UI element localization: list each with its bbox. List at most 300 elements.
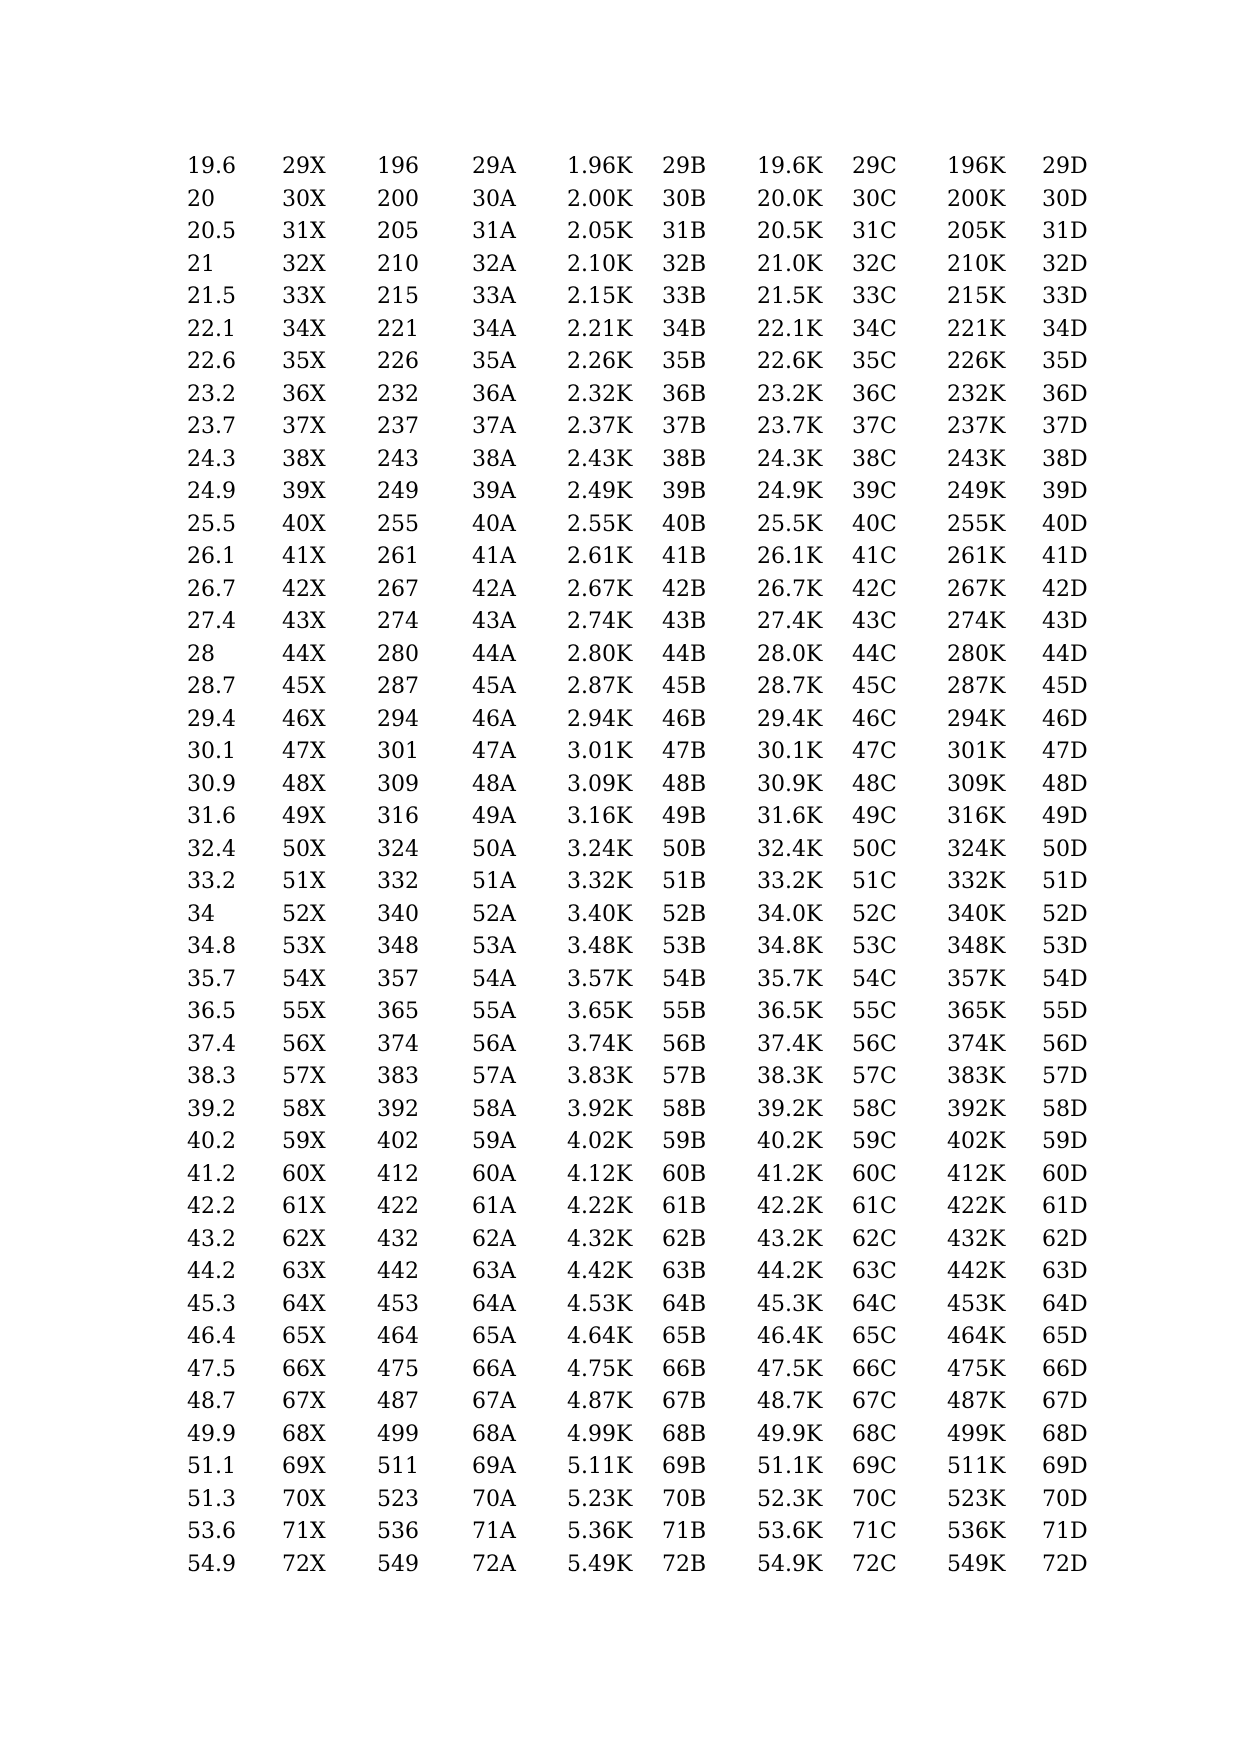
table-cell: 357K [947,966,1006,992]
table-cell: 33.2 [187,869,236,894]
table-cell: 63X [282,1259,326,1284]
table-cell: 66B [662,1356,707,1382]
table-cell: 374K [947,1031,1006,1057]
table-row [187,509,1102,542]
table-row [187,1224,1102,1257]
table-cell: 38C [852,446,897,472]
resistor-code-table [187,151,1102,1581]
table-cell: 26.1 [187,544,236,569]
table-cell: 65B [662,1324,707,1349]
table-row [187,639,1102,672]
table-cell: 261 [377,544,419,569]
table-cell: 72C [852,1551,897,1577]
table-cell: 59B [662,1129,707,1154]
table-cell: 475K [947,1356,1006,1382]
table-cell: 39.2K [757,1096,823,1122]
table-cell: 210 [377,251,419,277]
table-cell: 20.5 [187,219,236,244]
table-cell: 69C [852,1454,897,1479]
table-cell: 27.4 [187,609,236,634]
table-cell: 53B [662,934,707,959]
table-cell: 63C [852,1259,897,1284]
table-cell: 54B [662,966,707,992]
table-cell: 71X [282,1519,326,1544]
table-cell: 61B [662,1194,707,1219]
table-cell: 442K [947,1259,1006,1284]
table-cell: 69X [282,1454,326,1479]
table-cell: 30B [662,186,707,212]
table-cell: 232K [947,381,1006,407]
table-cell: 34X [282,316,326,342]
table-cell: 21.0K [757,251,823,277]
table-cell: 37.4K [757,1031,823,1057]
table-cell: 34C [852,316,897,342]
table-cell: 53.6 [187,1519,236,1544]
table-cell: 2.49K [567,479,633,504]
table-cell: 47B [662,739,707,764]
table-cell: 55B [662,999,707,1024]
table-cell: 44D [1042,641,1088,667]
table-cell: 453 [377,1291,419,1317]
table-cell: 72A [472,1551,516,1577]
table-cell: 4.42K [567,1259,633,1284]
table-cell: 46X [282,706,326,732]
table-cell: 20 [187,186,215,212]
table-cell: 41.2K [757,1161,823,1187]
table-cell: 221 [377,316,419,342]
table-cell: 29B [662,154,707,179]
table-cell: 40D [1042,511,1088,537]
table-cell: 42X [282,576,326,602]
table-row [187,444,1102,477]
table-cell: 44.2 [187,1259,236,1284]
table-row [187,834,1102,867]
table-row [187,1094,1102,1127]
table-cell: 475 [377,1356,419,1382]
table-cell: 60D [1042,1161,1088,1187]
table-cell: 33B [662,284,707,309]
table-cell: 487 [377,1389,419,1414]
table-row [187,996,1102,1029]
table-cell: 30.1 [187,739,236,764]
table-cell: 71C [852,1519,897,1544]
table-cell: 294 [377,706,419,732]
table-cell: 3.57K [567,966,633,992]
table-cell: 46.4 [187,1324,236,1349]
table-cell: 45.3K [757,1291,823,1317]
table-row [187,314,1102,347]
table-cell: 35D [1042,349,1088,374]
table-cell: 69A [472,1454,516,1479]
table-cell: 43D [1042,609,1088,634]
table-cell: 59C [852,1129,897,1154]
table-cell: 67C [852,1389,897,1414]
table-cell: 68C [852,1421,897,1447]
table-cell: 45.3 [187,1291,236,1317]
table-cell: 41D [1042,544,1088,569]
table-cell: 49A [472,804,516,829]
table-cell: 42B [662,576,707,602]
table-cell: 50C [852,836,897,862]
table-cell: 46A [472,706,516,732]
table-cell: 67D [1042,1389,1088,1414]
table-cell: 60A [472,1161,516,1187]
table-cell: 68A [472,1421,516,1447]
table-row [187,411,1102,444]
table-cell: 22.6 [187,349,236,374]
table-cell: 36X [282,381,326,407]
table-cell: 71A [472,1519,516,1544]
table-cell: 402 [377,1129,419,1154]
table-cell: 549 [377,1551,419,1577]
table-cell: 63A [472,1259,516,1284]
table-cell: 49B [662,804,707,829]
table-cell: 22.1K [757,316,823,342]
table-cell: 66A [472,1356,516,1382]
table-cell: 32B [662,251,707,277]
table-cell: 1.96K [567,154,633,179]
table-cell: 30X [282,186,326,212]
table-cell: 55D [1042,999,1088,1024]
table-cell: 21.5K [757,284,823,309]
table-cell: 21 [187,251,215,277]
table-cell: 57A [472,1064,516,1089]
table-cell: 523 [377,1486,419,1512]
table-cell: 3.32K [567,869,633,894]
table-row [187,736,1102,769]
table-cell: 365 [377,999,419,1024]
table-cell: 63B [662,1259,707,1284]
table-cell: 2.21K [567,316,633,342]
table-cell: 280K [947,641,1006,667]
table-cell: 31X [282,219,326,244]
table-cell: 43C [852,609,897,634]
table-cell: 2.80K [567,641,633,667]
table-cell: 40B [662,511,707,537]
table-cell: 67A [472,1389,516,1414]
table-cell: 4.12K [567,1161,633,1187]
table-cell: 66C [852,1356,897,1382]
table-row [187,1159,1102,1192]
table-cell: 37X [282,414,326,439]
table-row [187,769,1102,802]
table-cell: 2.10K [567,251,633,277]
table-cell: 51C [852,869,897,894]
table-cell: 348 [377,934,419,959]
table-cell: 57B [662,1064,707,1089]
table-cell: 2.61K [567,544,633,569]
table-cell: 226K [947,349,1006,374]
table-cell: 316 [377,804,419,829]
table-cell: 47D [1042,739,1088,764]
table-cell: 68D [1042,1421,1088,1447]
table-cell: 261K [947,544,1006,569]
table-cell: 37D [1042,414,1088,439]
table-cell: 56D [1042,1031,1088,1057]
table-cell: 54A [472,966,516,992]
table-cell: 5.11K [567,1454,633,1479]
table-cell: 332K [947,869,1006,894]
table-cell: 442 [377,1259,419,1284]
table-cell: 55A [472,999,516,1024]
table-cell: 340K [947,901,1006,927]
table-cell: 29.4 [187,706,236,732]
table-cell: 46B [662,706,707,732]
table-cell: 237 [377,414,419,439]
table-cell: 45X [282,674,326,699]
table-cell: 60C [852,1161,897,1187]
table-cell: 221K [947,316,1006,342]
table-cell: 67X [282,1389,326,1414]
table-row [187,1354,1102,1387]
table-cell: 29C [852,154,897,179]
table-cell: 39D [1042,479,1088,504]
table-cell: 2.67K [567,576,633,602]
table-cell: 33D [1042,284,1088,309]
table-cell: 31A [472,219,516,244]
table-cell: 51.1K [757,1454,823,1479]
table-cell: 52B [662,901,707,927]
table-cell: 38B [662,446,707,472]
table-cell: 25.5K [757,511,823,537]
table-cell: 68B [662,1421,707,1447]
table-cell: 65A [472,1324,516,1349]
table-cell: 42.2K [757,1194,823,1219]
table-cell: 49.9 [187,1421,236,1447]
table-cell: 56B [662,1031,707,1057]
table-cell: 31.6 [187,804,236,829]
table-cell: 54C [852,966,897,992]
table-cell: 511K [947,1454,1006,1479]
table-cell: 2.32K [567,381,633,407]
table-cell: 24.9K [757,479,823,504]
table-cell: 4.53K [567,1291,633,1317]
table-cell: 215 [377,284,419,309]
table-cell: 536 [377,1519,419,1544]
table-cell: 4.02K [567,1129,633,1154]
table-cell: 49.9K [757,1421,823,1447]
table-cell: 53X [282,934,326,959]
table-cell: 2.37K [567,414,633,439]
table-cell: 36C [852,381,897,407]
table-cell: 511 [377,1454,419,1479]
table-cell: 36B [662,381,707,407]
table-cell: 64A [472,1291,516,1317]
table-cell: 53.6K [757,1519,823,1544]
table-cell: 64B [662,1291,707,1317]
table-cell: 42A [472,576,516,602]
table-cell: 32X [282,251,326,277]
table-cell: 44X [282,641,326,667]
table-cell: 62C [852,1226,897,1252]
table-cell: 51X [282,869,326,894]
table-cell: 196 [377,154,419,179]
table-cell: 64X [282,1291,326,1317]
table-row [187,964,1102,997]
table-body [187,151,1102,1581]
table-cell: 52A [472,901,516,927]
table-cell: 2.94K [567,706,633,732]
table-cell: 301K [947,739,1006,764]
table-cell: 26.7 [187,576,236,602]
table-cell: 45A [472,674,516,699]
table-cell: 324K [947,836,1006,862]
table-cell: 70C [852,1486,897,1512]
table-cell: 58A [472,1096,516,1122]
table-cell: 29.4K [757,706,823,732]
table-row [187,249,1102,282]
table-cell: 65C [852,1324,897,1349]
table-cell: 205K [947,219,1006,244]
table-cell: 200K [947,186,1006,212]
table-row [187,281,1102,314]
table-cell: 432K [947,1226,1006,1252]
table-cell: 66D [1042,1356,1088,1382]
table-cell: 65D [1042,1324,1088,1349]
table-cell: 549K [947,1551,1006,1577]
table-cell: 38.3 [187,1064,236,1089]
table-cell: 26.7K [757,576,823,602]
table-cell: 49D [1042,804,1088,829]
table-cell: 2.05K [567,219,633,244]
table-cell: 48.7K [757,1389,823,1414]
table-cell: 28 [187,641,215,667]
table-cell: 41X [282,544,326,569]
table-cell: 30C [852,186,897,212]
table-cell: 39.2 [187,1096,236,1122]
table-cell: 33A [472,284,516,309]
table-cell: 51.1 [187,1454,236,1479]
table-row [187,541,1102,574]
table-cell: 453K [947,1291,1006,1317]
table-cell: 62D [1042,1226,1088,1252]
table-cell: 365K [947,999,1006,1024]
table-cell: 71D [1042,1519,1088,1544]
table-cell: 35B [662,349,707,374]
table-cell: 54X [282,966,326,992]
table-cell: 40.2 [187,1129,236,1154]
table-cell: 35C [852,349,897,374]
table-cell: 249 [377,479,419,504]
table-cell: 35.7 [187,966,236,992]
table-cell: 536K [947,1519,1006,1544]
table-cell: 65X [282,1324,326,1349]
table-cell: 61C [852,1194,897,1219]
table-cell: 392K [947,1096,1006,1122]
table-row [187,1256,1102,1289]
table-cell: 237K [947,414,1006,439]
table-cell: 4.32K [567,1226,633,1252]
table-cell: 51D [1042,869,1088,894]
table-cell: 62B [662,1226,707,1252]
table-cell: 50A [472,836,516,862]
table-cell: 47A [472,739,516,764]
table-cell: 412K [947,1161,1006,1187]
table-cell: 56X [282,1031,326,1057]
table-cell: 49C [852,804,897,829]
table-cell: 29X [282,154,326,179]
table-cell: 226 [377,349,419,374]
table-cell: 32D [1042,251,1088,277]
table-cell: 29D [1042,154,1088,179]
table-row [187,1061,1102,1094]
table-row [187,379,1102,412]
table-cell: 27.4K [757,609,823,634]
table-cell: 37.4 [187,1031,236,1057]
table-row [187,1289,1102,1322]
table-cell: 42C [852,576,897,602]
table-cell: 50B [662,836,707,862]
table-cell: 48B [662,771,707,797]
table-cell: 48X [282,771,326,797]
table-cell: 25.5 [187,511,236,537]
table-cell: 309 [377,771,419,797]
table-cell: 33C [852,284,897,309]
table-cell: 40C [852,511,897,537]
table-cell: 72B [662,1551,707,1577]
table-cell: 374 [377,1031,419,1057]
table-cell: 43.2 [187,1226,236,1252]
table-cell: 70A [472,1486,516,1512]
table-cell: 5.49K [567,1551,633,1577]
table-cell: 340 [377,901,419,927]
table-cell: 48D [1042,771,1088,797]
table-cell: 42D [1042,576,1088,602]
table-cell: 64C [852,1291,897,1317]
table-cell: 50X [282,836,326,862]
table-cell: 46.4K [757,1324,823,1349]
table-row [187,931,1102,964]
table-cell: 51B [662,869,707,894]
table-cell: 28.0K [757,641,823,667]
table-cell: 69D [1042,1454,1088,1479]
table-cell: 35X [282,349,326,374]
table-cell: 267K [947,576,1006,602]
table-cell: 30.1K [757,739,823,764]
table-cell: 29A [472,154,516,179]
table-cell: 38X [282,446,326,472]
table-cell: 48A [472,771,516,797]
table-cell: 54.9 [187,1551,236,1577]
table-cell: 70B [662,1486,707,1512]
table-cell: 52.3K [757,1486,823,1512]
table-cell: 3.65K [567,999,633,1024]
table-cell: 72X [282,1551,326,1577]
table-cell: 69B [662,1454,707,1479]
table-cell: 332 [377,869,419,894]
table-cell: 243K [947,446,1006,472]
table-cell: 61X [282,1194,326,1219]
table-cell: 432 [377,1226,419,1252]
table-cell: 46C [852,706,897,732]
table-cell: 2.55K [567,511,633,537]
table-row [187,704,1102,737]
table-cell: 39B [662,479,707,504]
table-cell: 36.5K [757,999,823,1024]
table-cell: 71B [662,1519,707,1544]
table-cell: 40A [472,511,516,537]
table-cell: 34 [187,901,215,927]
table-cell: 200 [377,186,419,212]
table-cell: 243 [377,446,419,472]
table-row [187,1484,1102,1517]
table-row [187,1029,1102,1062]
table-cell: 267 [377,576,419,602]
table-cell: 210K [947,251,1006,277]
table-cell: 34.0K [757,901,823,927]
table-cell: 357 [377,966,419,992]
table-cell: 34A [472,316,516,342]
